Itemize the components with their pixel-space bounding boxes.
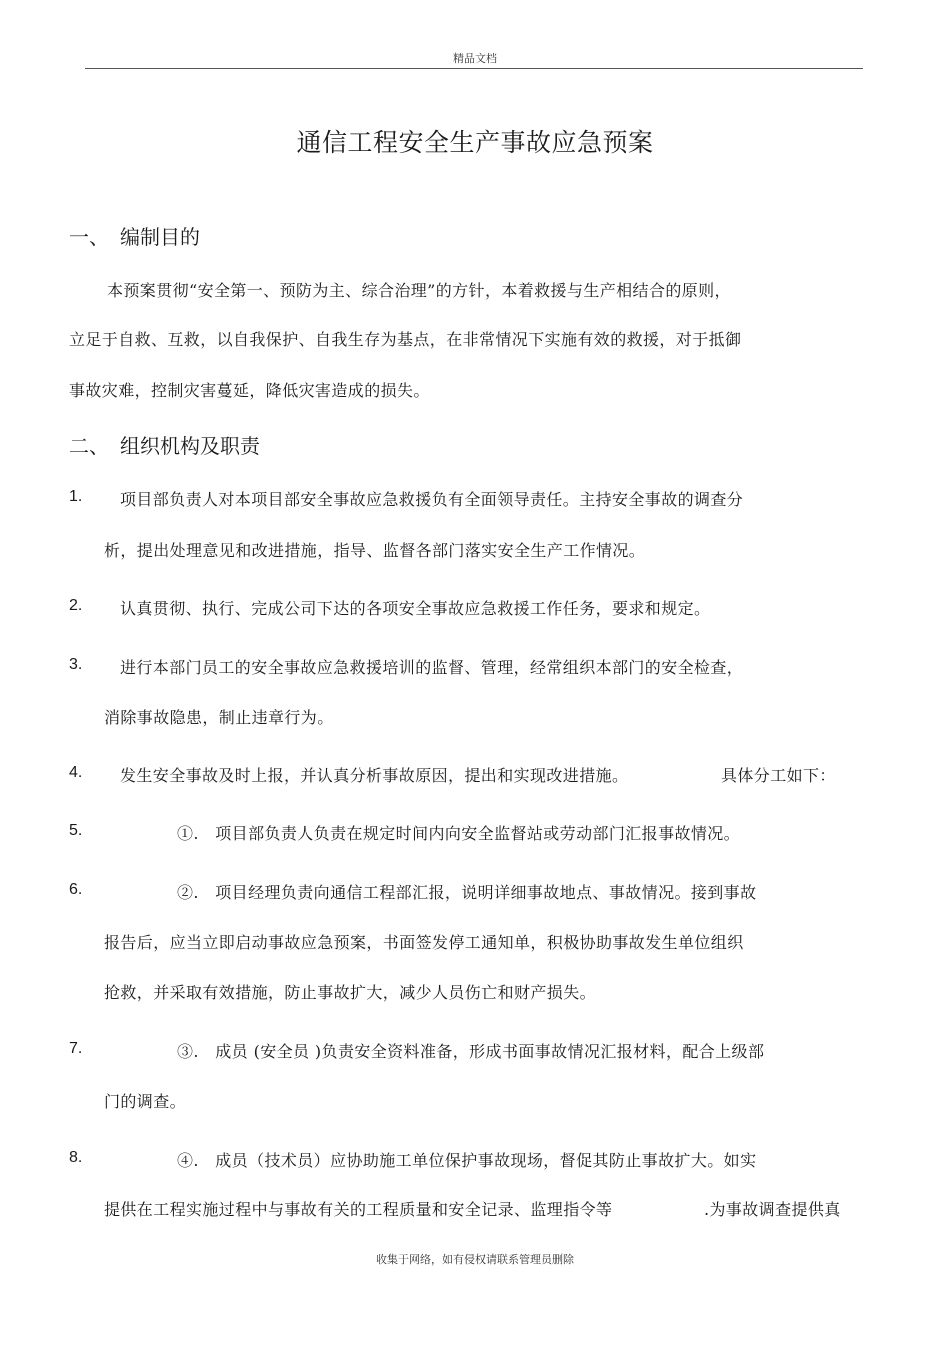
page-footer: 收集于网络，如有侵权请联系管理员删除 [376, 1253, 574, 1266]
section-1-number: 一、 [69, 225, 109, 249]
item-2-line-1: 认真贯彻、执行、完成公司下达的各项安全事故应急救援工作任务，要求和规定。 [120, 599, 711, 618]
item-8-line-2: 提供在工程实施过程中与事故有关的工程质量和安全记录、监理指令等 [104, 1200, 613, 1219]
item-4-number: 4. [69, 764, 83, 781]
item-6-line-1: ②. 项目经理负责向通信工程部汇报，说明详细事故地点、事故情况。接到事故 [177, 883, 757, 902]
item-3-line-2: 消除事故隐患，制止违章行为。 [104, 708, 334, 727]
item-1-line-1: 项目部负责人对本项目部安全事故应急救援负有全面领导责任。主持安全事故的调查分 [120, 490, 744, 509]
item-5-number: 5. [69, 822, 83, 839]
item-1-line-2: 析，提出处理意见和改进措施，指导、监督各部门落实安全生产工作情况。 [104, 541, 646, 560]
item-3-number: 3. [69, 656, 83, 673]
item-4-line-1b: 具体分工如下： [721, 766, 836, 785]
item-5-line-1: ①. 项目部负责人负责在规定时间内向安全监督站或劳动部门汇报事故情况。 [177, 824, 741, 843]
document-title: 通信工程安全生产事故应急预案 [296, 128, 654, 157]
item-1-number: 1. [69, 488, 83, 505]
item-4-line-1: 发生安全事故及时上报，并认真分析事故原因，提出和实现改进措施。 [120, 766, 629, 785]
item-8-line-2b: .为事故调查提供真 [704, 1200, 841, 1219]
item-8-number: 8. [69, 1149, 83, 1166]
item-7-line-1: ③. 成员 (安全员 )负责安全资料准备，形成书面事故情况汇报材料，配合上级部 [177, 1042, 765, 1061]
item-6-line-2: 报告后，应当立即启动事故应急预案，书面签发停工通知单，积极协助事故发生单位组织 [104, 933, 744, 952]
item-7-number: 7. [69, 1040, 83, 1057]
item-6-line-3: 抢救，并采取有效措施，防止事故扩大，减少人员伤亡和财产损失。 [104, 983, 597, 1002]
page-header: 精品文档 [453, 52, 497, 65]
section-2-heading [69, 430, 260, 459]
section-2-title: 组织机构及职责 [120, 434, 260, 458]
item-7-line-2: 门的调查。 [104, 1092, 187, 1111]
section-1-heading [69, 221, 200, 250]
section-1-line-1: 本预案贯彻“安全第一、预防为主、综合治理”的方针，本着救援与生产相结合的原则， [107, 281, 731, 300]
section-1-line-2: 立足于自救、互救，以自我保护、自我生存为基点，在非常情况下实施有效的救援，对于抵御 [69, 330, 742, 349]
section-2-number: 二、 [69, 434, 109, 458]
item-3-line-1: 进行本部门员工的安全事故应急救援培训的监督、管理，经常组织本部门的安全检查， [120, 658, 744, 677]
item-6-number: 6. [69, 881, 83, 898]
header-rule [85, 68, 863, 69]
section-1-line-3: 事故灾难，控制灾害蔓延，降低灾害造成的损失。 [69, 381, 430, 400]
item-2-number: 2. [69, 597, 83, 614]
item-8-line-1: ④. 成员（技术员）应协助施工单位保护事故现场，督促其防止事故扩大。如实 [177, 1151, 757, 1170]
section-1-title: 编制目的 [120, 225, 200, 249]
